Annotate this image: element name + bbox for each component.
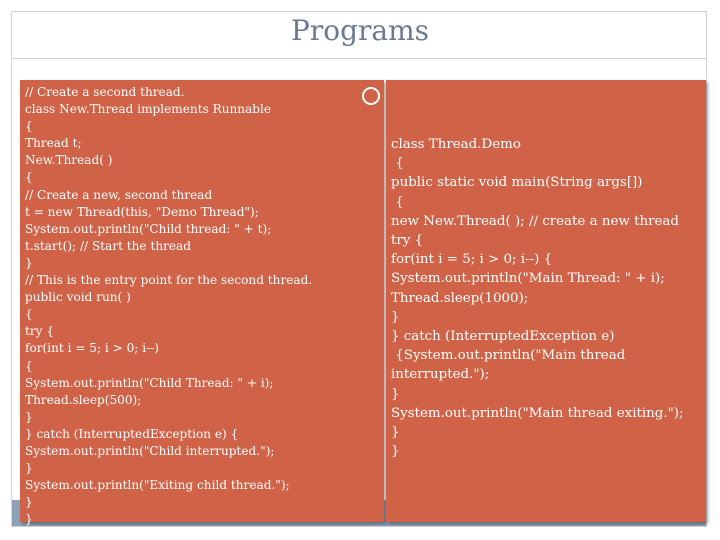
code-line: {	[25, 119, 33, 134]
code-line: public static void main(String args[])	[391, 175, 643, 191]
code-line: t.start(); // Start the thread	[25, 238, 191, 253]
code-line: System.out.println("Child interrupted.");	[25, 443, 275, 458]
code-line: {	[391, 156, 404, 172]
code-line: {System.out.println("Main thread	[391, 348, 626, 364]
code-line: class Thread.Demo	[391, 137, 521, 152]
code-line: {	[391, 194, 404, 210]
code-line: // This is the entry point for the second thread.	[25, 273, 313, 288]
code-line: }	[25, 255, 33, 270]
code-line: {	[25, 307, 33, 322]
slide-title: Programs	[290, 14, 429, 47]
code-line: public void run( )	[25, 290, 131, 305]
code-line: }	[391, 425, 400, 441]
code-line: Thread t;	[25, 136, 82, 151]
code-line: System.out.println("Child Thread: " + i);	[25, 375, 274, 390]
code-line: interrupted.");	[391, 367, 490, 383]
code-line: }	[391, 386, 400, 402]
code-line: System.out.println("Main thread exiting.");	[391, 405, 684, 421]
main-thread-code-panel	[386, 80, 706, 522]
slide-number-circle-icon	[362, 87, 380, 105]
code-line: }	[391, 444, 400, 460]
code-line: // Create a second thread.	[25, 85, 185, 99]
code-line: new New.Thread( ); // create a new thread	[391, 213, 679, 229]
code-line: }	[25, 512, 33, 527]
code-line: try {	[391, 233, 424, 249]
code-line: {	[25, 170, 33, 185]
code-line: Thread.sleep(1000);	[391, 290, 529, 306]
code-line: } catch (InterruptedException e)	[391, 329, 615, 345]
child-thread-code-panel	[20, 80, 384, 527]
code-line: }	[391, 309, 400, 325]
code-line: {	[25, 358, 33, 373]
code-line: System.out.println("Exiting child thread.");	[25, 478, 290, 493]
code-line: t = new Thread(this, "Demo Thread");	[25, 204, 259, 219]
code-line: Thread.sleep(500);	[25, 392, 142, 407]
code-line: class New.Thread implements Runnable	[25, 102, 272, 117]
code-line: }	[25, 495, 33, 510]
code-line: for(int i = 5; i > 0; i--) {	[391, 252, 553, 268]
code-line: // Create a new, second thread	[25, 187, 213, 202]
code-line: } catch (InterruptedException e) {	[25, 426, 239, 441]
code-line: New.Thread( )	[25, 153, 113, 168]
code-line: System.out.println("Child thread: " + t);	[25, 221, 272, 236]
code-line: }	[25, 409, 33, 424]
code-line: System.out.println("Main Thread: " + i);	[391, 271, 665, 287]
code-line: try {	[25, 324, 55, 339]
code-line: for(int i = 5; i > 0; i--)	[25, 341, 159, 356]
code-line: }	[25, 461, 33, 476]
